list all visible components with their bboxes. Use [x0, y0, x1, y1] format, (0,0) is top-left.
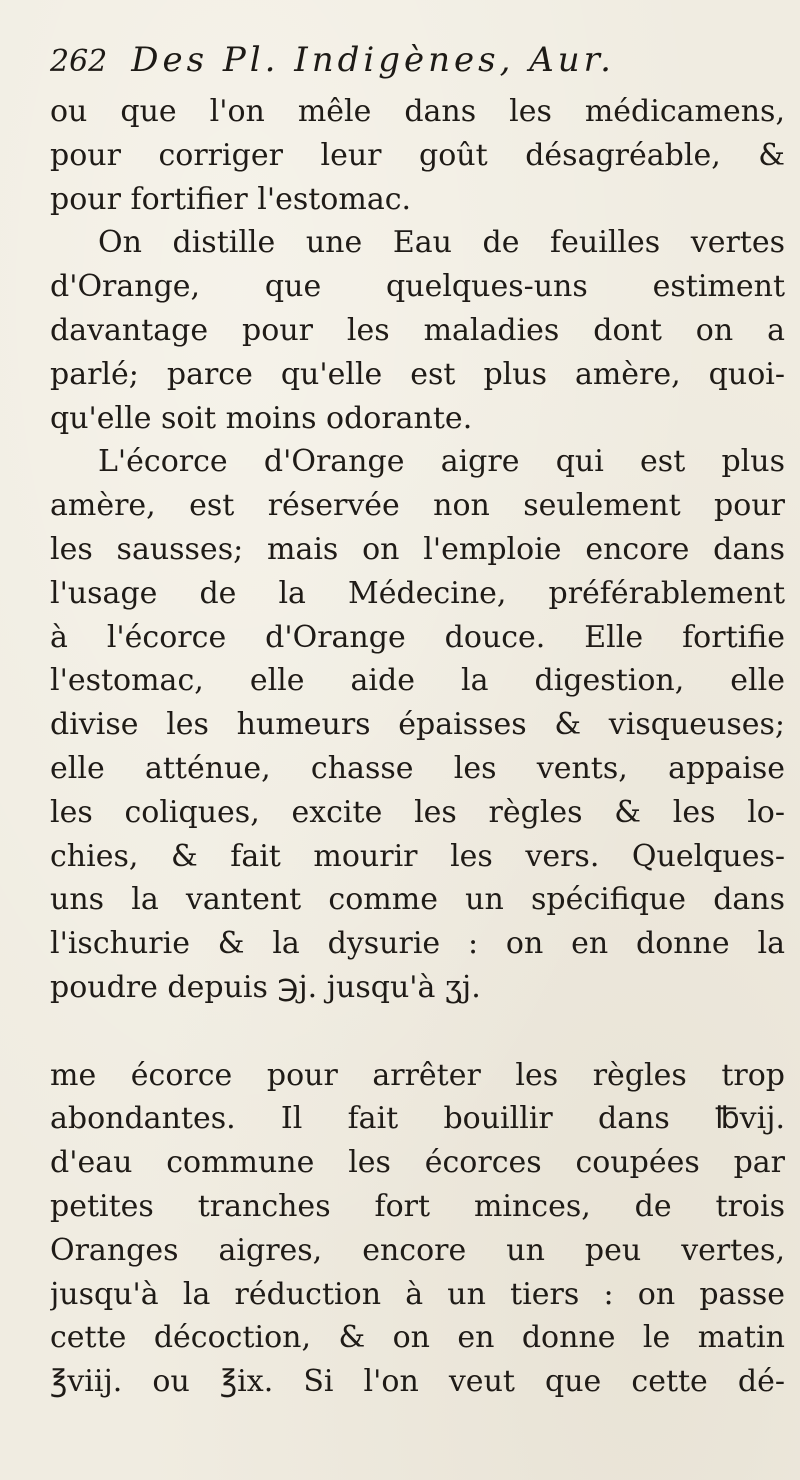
text-line: elle atténue, chasse les vents, appaise — [50, 750, 785, 786]
text-line: à l'écorce d'Orange douce. Elle fortifie — [50, 619, 785, 655]
text-line: Oranges aigres, encore un peu vertes, — [50, 1232, 785, 1268]
text-line: davantage pour les maladies dont on a — [50, 312, 785, 348]
running-title: Des Pl. Indigènes, Aur. — [131, 40, 615, 80]
text-line: les sausses; mais on l'emploie encore dans — [50, 531, 785, 567]
text-line: amère, est réservée non seulement pour — [50, 488, 785, 524]
text-line: chies, & fait mourir les vers. Quelques- — [50, 838, 785, 874]
text-line-with-author — [50, 1010, 785, 1054]
body-text — [50, 90, 785, 1404]
text-line: parlé; parce qu'elle est plus amère, quoi- — [50, 356, 785, 392]
text-line: L'écorce d'Orange aigre qui est plus — [98, 444, 785, 480]
text-line: poudre depuis ℈j. jusqu'à ʒj. — [50, 969, 481, 1005]
text-line: les coliques, excite les règles & les lo- — [50, 794, 785, 830]
text-line: d'eau commune les écorces coupées par — [50, 1145, 785, 1181]
page-number: 262 — [50, 44, 108, 79]
text-line: ou que l'on mêle dans les médicamens, — [50, 94, 785, 129]
text-line: l'usage de la Médecine, préférablement — [50, 575, 785, 611]
text-line: jusqu'à la réduction à un tiers : on passe — [50, 1276, 785, 1312]
text-line: d'Orange, que quelques-uns estiment — [50, 269, 785, 305]
text-line: divise les humeurs épaisses & visqueuses; — [50, 707, 785, 743]
text-line: cette décoction, & on en donne le matin — [50, 1320, 785, 1356]
text-line: l'estomac, elle aide la digestion, elle — [50, 663, 785, 699]
text-line: On distille une Eau de feuilles vertes — [98, 225, 785, 261]
text-line: me écorce pour arrêter les règles trop — [50, 1057, 785, 1093]
text-line: pour corriger leur goût désagréable, & — [50, 137, 785, 173]
text-line: qu'elle soit moins odorante. — [50, 400, 473, 436]
text-line: petites tranches fort minces, de trois — [50, 1188, 785, 1224]
text-line: abondantes. Il fait bouillir dans ℔vij. — [50, 1101, 785, 1137]
text-line: uns la vantent comme un spécifique dans — [50, 882, 785, 918]
text-line: pour fortifier l'estomac. — [50, 181, 412, 217]
text-line: ℥viij. ou ℥ix. Si l'on veut que cette dé- — [50, 1364, 785, 1400]
text-line: l'ischurie & la dysurie : on en donne la — [50, 926, 785, 962]
